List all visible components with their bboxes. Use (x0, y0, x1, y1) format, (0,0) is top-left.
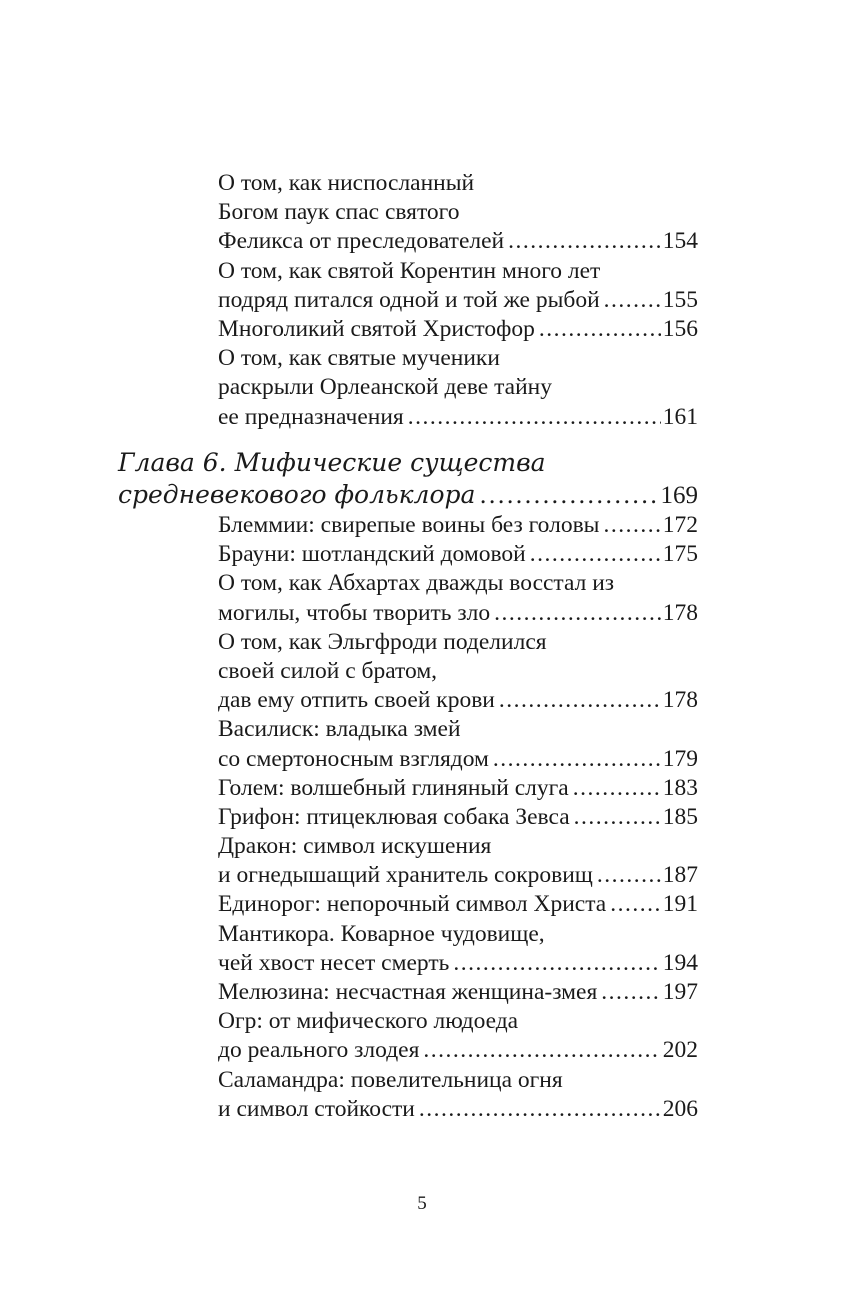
toc-entry-line (218, 599, 698, 628)
toc-entry-text: Дракон: символ искушения (218, 833, 492, 860)
toc-entry-text: О том, как святые мученики (218, 345, 500, 372)
toc-section-saints (218, 169, 698, 432)
toc-entry-text: ее предназначения (218, 403, 404, 430)
toc-section-creatures (218, 511, 698, 1124)
toc-entry-text: Мантикора. Коварное чудовище, (218, 920, 545, 947)
dot-leader (499, 686, 661, 715)
dot-leader (573, 774, 661, 803)
toc-entry-line (218, 511, 698, 540)
toc-entry-line (218, 803, 698, 832)
toc-entry-line (218, 286, 698, 315)
toc-page-number: 183 (662, 774, 698, 801)
toc-page-number: 197 (662, 979, 698, 1005)
toc-entry-text: Мелюзина: несчастная женщина-змея (218, 979, 598, 1005)
dot-leader (479, 479, 658, 511)
dot-leader (508, 227, 661, 256)
toc-entry-text: подряд питался одной и той же рыбой (218, 286, 600, 313)
dot-leader (493, 745, 661, 774)
toc-entry-line (218, 257, 698, 286)
toc-entry-text: чей хвост несет смерть (218, 949, 450, 976)
toc-entry-line (218, 169, 698, 198)
toc-entry-line (218, 1095, 698, 1124)
toc-page-number: 175 (662, 541, 698, 568)
toc-entry-text: О том, как святой Корентин много лет (218, 257, 601, 284)
dot-leader (494, 599, 661, 628)
toc-entry-line (218, 344, 698, 373)
toc-page-number: 191 (662, 891, 698, 918)
toc-entry-text: Голем: волшебный глиняный слуга (218, 774, 569, 801)
toc-entry-text: Брауни: шотландский домовой (218, 541, 526, 568)
toc-entry-line (218, 540, 698, 569)
toc-page-number: 178 (662, 599, 698, 626)
toc-entry-text: Феликса от преследователей (218, 228, 505, 255)
toc-entry-line (218, 861, 698, 890)
toc-entry-text: Единорог: непорочный символ Христа (218, 891, 607, 918)
dot-leader (453, 949, 660, 978)
dot-leader (530, 540, 661, 569)
toc-page-number: 179 (662, 745, 698, 772)
chapter-page-number: 169 (660, 482, 698, 509)
dot-leader (423, 1036, 660, 1065)
toc-entry-text: дав ему отпить своей крови (218, 687, 495, 714)
toc-entry-line (218, 628, 698, 657)
toc-entry-line (218, 920, 698, 949)
dot-leader (408, 403, 661, 432)
toc-entry-line (218, 832, 698, 861)
toc-entry-text: Блеммии: свирепые воины без головы (218, 512, 600, 538)
toc-entry-line (218, 1066, 698, 1095)
chapter-title-text: Глава 6. Мифические существа (118, 448, 546, 477)
toc-entry-text: Огр: от мифического людоеда (218, 1008, 519, 1035)
page-number: 5 (417, 1193, 427, 1214)
dot-leader (604, 286, 661, 315)
toc-page-number: 172 (662, 512, 698, 538)
chapter-title-text: средневекового фольклора (118, 480, 476, 509)
toc-entry-text: Грифон: птицеклювая собака Зевса (218, 803, 570, 830)
toc-entry-text: и огнедышащий хранитель сокровищ (218, 862, 593, 889)
toc-page-number: 154 (662, 228, 698, 255)
toc-entry-text: раскрыли Орлеанской деве тайну (218, 374, 553, 401)
toc-page-number: 185 (662, 803, 698, 830)
toc-entry-line (218, 1036, 698, 1065)
toc-entry-line (218, 315, 698, 344)
toc-entry-line (218, 774, 698, 803)
toc-entry-text: О том, как Абхартах дважды восстал из (218, 570, 615, 597)
toc-entry-text: Многоликий святой Христофор (218, 315, 535, 342)
toc-entry-line (218, 198, 698, 227)
toc-entry-text: Василиск: владыка змей (218, 716, 461, 743)
dot-leader (597, 861, 661, 890)
toc-entry-line (218, 373, 698, 402)
toc-entry-line (218, 745, 698, 774)
toc-page-number: 206 (662, 1095, 698, 1122)
toc-page-number: 161 (662, 403, 698, 430)
toc-entry-line (218, 569, 698, 598)
toc-entry-line (218, 1007, 698, 1036)
dot-leader (539, 315, 661, 344)
toc-entry-text: О том, как ниспосланный (218, 170, 475, 196)
toc-page-number: 187 (662, 862, 698, 889)
toc-page-number: 156 (662, 315, 698, 342)
toc-page-number: 178 (662, 687, 698, 714)
toc-entry-text: Саламандра: повелительница огня (218, 1066, 563, 1093)
toc-entry-text: до реального злодея (218, 1037, 420, 1064)
toc-entry-text: и символ стойкости (218, 1095, 415, 1122)
toc-entry-line (218, 686, 698, 715)
chapter-heading-line (118, 479, 698, 511)
dot-leader (603, 511, 660, 540)
toc-entry-line (218, 657, 698, 686)
chapter-heading (118, 447, 698, 511)
toc-entry-line (218, 890, 698, 919)
toc-entry-text: своей силой с братом, (218, 657, 438, 684)
toc-page-number: 155 (662, 286, 698, 313)
toc-entry-line (218, 227, 698, 256)
toc-entry-text: могилы, чтобы творить зло (218, 599, 491, 626)
dot-leader (601, 978, 660, 1007)
toc-entry-line (218, 978, 698, 1007)
dot-leader (419, 1095, 661, 1124)
dot-leader (610, 890, 661, 919)
toc-entry-line (218, 715, 698, 744)
toc-entry-line (218, 403, 698, 432)
chapter-heading-line (118, 447, 698, 479)
toc-entry-text: О том, как Эльгфроди поделился (218, 628, 547, 655)
toc-entry-line (218, 949, 698, 978)
toc-entry-text: Богом паук спас святого (218, 199, 460, 226)
dot-leader (574, 803, 661, 832)
toc-entry-text: со смертоносным взглядом (218, 745, 489, 772)
toc-page-number: 194 (662, 949, 698, 976)
toc-page-number: 202 (662, 1037, 698, 1064)
